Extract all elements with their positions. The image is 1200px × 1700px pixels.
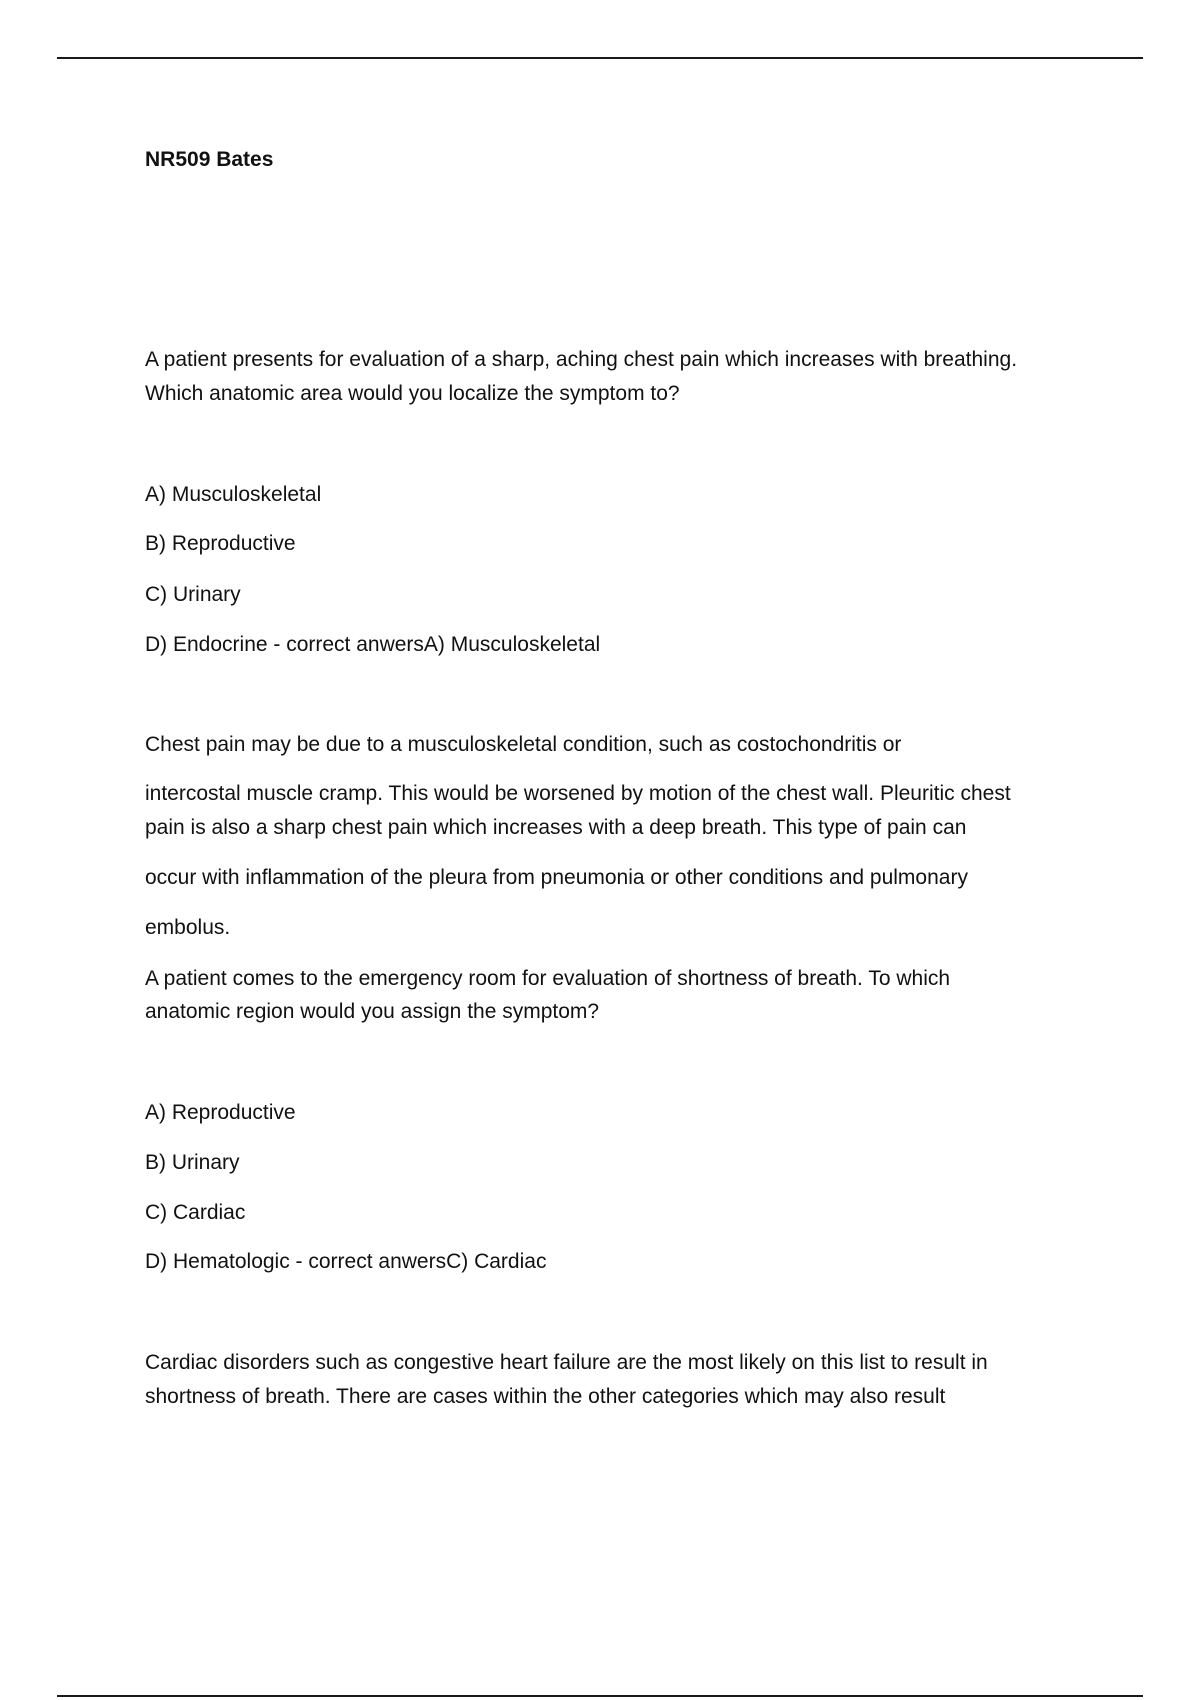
q2-option-c: C) Cardiac	[145, 1201, 246, 1224]
q1-explanation-line-5: embolus.	[145, 916, 231, 939]
footer-rule	[57, 1695, 1143, 1697]
q2-option-d-answer: D) Hematologic - correct anwersC) Cardiac	[145, 1250, 547, 1273]
document-title: NR509 Bates	[145, 148, 274, 171]
q1-option-d-answer: D) Endocrine - correct anwersA) Musculoskeletal	[145, 633, 601, 656]
q2-question-line-2: anatomic region would you assign the symptom?	[145, 1000, 600, 1023]
header-rule	[57, 57, 1143, 59]
q1-option-b: B) Reproductive	[145, 532, 296, 555]
q1-option-a: A) Musculoskeletal	[145, 483, 322, 506]
q1-explanation-line-2: intercostal muscle cramp. This would be worsened by motion of the chest wall. Pleuritic chest	[145, 782, 1011, 805]
q1-explanation-line-1: Chest pain may be due to a musculoskeletal condition, such as costochondritis or	[145, 733, 902, 756]
q2-question-line-1: A patient comes to the emergency room for evaluation of shortness of breath. To which	[145, 967, 951, 990]
q2-explanation-line-1: Cardiac disorders such as congestive heart failure are the most likely on this list to result in	[145, 1351, 988, 1374]
q1-option-c: C) Urinary	[145, 583, 241, 606]
q1-explanation-line-3: pain is also a sharp chest pain which increases with a deep breath. This type of pain can	[145, 816, 967, 839]
q2-option-a: A) Reproductive	[145, 1101, 296, 1124]
q1-question-line-2: Which anatomic area would you localize the symptom to?	[145, 382, 680, 405]
q1-question-line-1: A patient presents for evaluation of a sharp, aching chest pain which increases with breathing.	[145, 348, 1018, 371]
q2-explanation-line-2: shortness of breath. There are cases within the other categories which may also result	[145, 1385, 946, 1408]
q1-explanation-line-4: occur with inflammation of the pleura from pneumonia or other conditions and pulmonary	[145, 866, 968, 889]
q2-option-b: B) Urinary	[145, 1151, 240, 1174]
